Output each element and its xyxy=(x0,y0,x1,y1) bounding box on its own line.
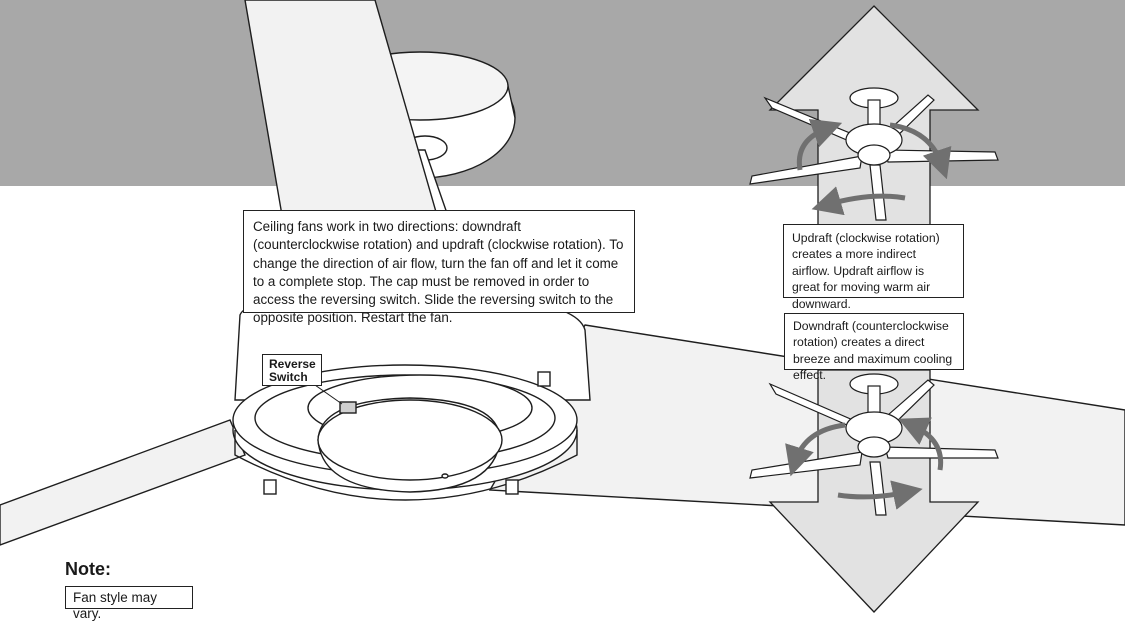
reverse-switch xyxy=(340,402,356,413)
updraft-text: Updraft (clockwise rotation) creates a more indirect airflow. Updraft airflow is great for moving warm air downward. xyxy=(792,231,940,311)
instructions-callout xyxy=(243,210,635,326)
downdraft-text: Downdraft (counterclockwise rotation) creates a direct breeze and maximum cooling effect. xyxy=(793,319,953,383)
downdraft-callout xyxy=(784,313,964,383)
instructions-text: Ceiling fans work in two directions: downdraft (counterclockwise rotation) and updraft (clockwise rotation). To change the direction of air flow, turn the fan off and let it come to a complete stop. The cap must be removed in order to access the reversing switch. Slide the reversing switch to the opposite position. Restart the fan. xyxy=(253,219,624,326)
updraft-callout xyxy=(783,224,964,311)
reverse-switch-label-text: Reverse Switch xyxy=(269,357,316,384)
note-box xyxy=(65,586,193,621)
note-title: Note: xyxy=(65,559,111,579)
note-text: Fan style may vary. xyxy=(73,590,158,621)
reverse-switch-label xyxy=(262,354,322,386)
fan-blade-left xyxy=(0,420,245,545)
